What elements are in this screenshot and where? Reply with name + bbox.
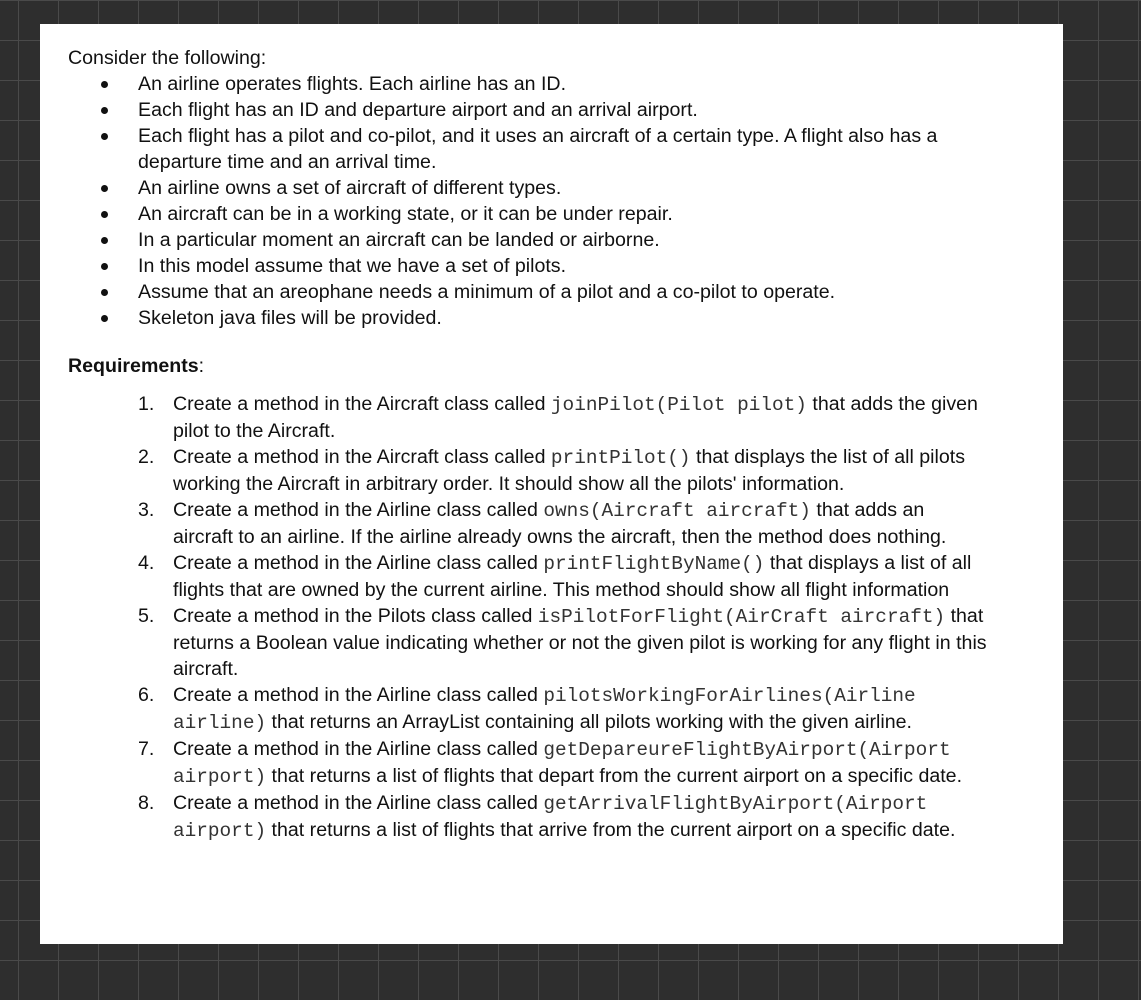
requirement-item — [68, 550, 988, 603]
bullet-item — [68, 71, 994, 97]
requirement-pre: Create a method in the Aircraft class called — [173, 393, 546, 415]
requirement-pre: Create a method in the Airline class called — [173, 684, 538, 706]
requirement-post: that adds an aircraft to an airline. If the airline already owns the aircraft, then the method does nothing. — [173, 499, 947, 548]
requirement-number: 5. — [138, 605, 155, 627]
requirement-pre: Create a method in the Airline class called — [173, 552, 538, 574]
requirement-pre: Create a method in the Airline class called — [173, 792, 538, 814]
requirement-code: owns(Aircraft aircraft) — [543, 500, 811, 522]
requirements-heading-colon: : — [198, 355, 205, 377]
requirement-pre: Create a method in the Pilots class called — [173, 605, 533, 627]
requirement-number: 4. — [138, 552, 155, 574]
requirement-number: 8. — [138, 792, 155, 814]
requirement-item — [68, 444, 988, 497]
requirement-post: that returns an ArrayList containing all pilots working with the given airline. — [271, 711, 912, 733]
bullet-dot-icon — [101, 185, 108, 192]
bullet-text: An airline owns a set of aircraft of different types. — [138, 177, 562, 199]
requirement-pre: Create a method in the Aircraft class called — [173, 446, 546, 468]
bullet-text: In this model assume that we have a set of pilots. — [138, 255, 567, 277]
requirements-heading — [68, 353, 1063, 379]
requirement-pre: Create a method in the Airline class called — [173, 738, 538, 760]
bullet-item — [68, 305, 994, 331]
bullet-text: In a particular moment an aircraft can be landed or airborne. — [138, 229, 660, 251]
bullet-text: An aircraft can be in a working state, or it can be under repair. — [138, 203, 673, 225]
bullet-text: Assume that an areophane needs a minimum of a pilot and a co-pilot to operate. — [138, 281, 836, 303]
bullet-item — [68, 175, 994, 201]
bullet-item — [68, 123, 994, 175]
requirement-number: 1. — [138, 393, 155, 415]
requirement-number: 7. — [138, 738, 155, 760]
bullet-list — [68, 71, 1063, 331]
bullet-text: Each flight has an ID and departure airport and an arrival airport. — [138, 99, 698, 121]
requirement-item — [68, 603, 988, 682]
requirement-post: that adds the given pilot to the Aircraft. — [173, 393, 978, 442]
requirement-code: getDepareureFlightByAirport(Airport airport) — [173, 739, 951, 788]
requirement-code: pilotsWorkingForAirlines(Airline airline) — [173, 685, 916, 734]
bullet-dot-icon — [101, 315, 108, 322]
requirement-code: isPilotForFlight(AirCraft aircraft) — [537, 606, 946, 628]
requirement-pre: Create a method in the Airline class called — [173, 499, 538, 521]
bullet-text: Skeleton java files will be provided. — [138, 307, 442, 329]
requirement-post: that displays a list of all flights that are owned by the current airline. This method should show all flight information — [173, 552, 972, 601]
requirement-code: joinPilot(Pilot pilot) — [550, 394, 807, 416]
requirement-number: 2. — [138, 446, 155, 468]
bullet-item — [68, 253, 994, 279]
requirement-post: that returns a list of flights that arrive from the current airport on a specific date. — [271, 819, 956, 841]
bullet-dot-icon — [101, 211, 108, 218]
requirement-item — [68, 736, 988, 790]
bullet-item — [68, 227, 994, 253]
bullet-dot-icon — [101, 107, 108, 114]
requirement-post: that returns a list of flights that depart from the current airport on a specific date. — [271, 765, 963, 787]
requirement-number: 3. — [138, 499, 155, 521]
requirement-post: that returns a Boolean value indicating whether or not the given pilot is working for any flight in this aircraft. — [173, 605, 987, 680]
bullet-item — [68, 201, 994, 227]
bullet-text: Each flight has a pilot and co-pilot, and it uses an aircraft of a certain type. A flight also has a departure time and an arrival time. — [138, 125, 938, 173]
document-page — [40, 24, 1063, 944]
requirement-code: printFlightByName() — [543, 553, 765, 575]
bullet-dot-icon — [101, 263, 108, 270]
requirement-item — [68, 682, 988, 736]
bullet-item — [68, 97, 994, 123]
requirements-list — [68, 391, 1063, 844]
bullet-dot-icon — [101, 133, 108, 140]
bullet-dot-icon — [101, 237, 108, 244]
requirement-code: printPilot() — [550, 447, 691, 469]
intro-text: Consider the following: — [68, 47, 267, 69]
bullet-dot-icon — [101, 289, 108, 296]
requirement-post: that displays the list of all pilots working the Aircraft in arbitrary order. It should show all the pilots' information. — [173, 446, 966, 495]
bullet-item — [68, 279, 994, 305]
requirement-code: getArrivalFlightByAirport(Airport airport) — [173, 793, 928, 842]
requirement-number: 6. — [138, 684, 155, 706]
requirements-heading-text: Requirements — [68, 355, 199, 377]
requirement-item — [68, 790, 988, 844]
bullet-text: An airline operates flights. Each airline has an ID. — [138, 73, 567, 95]
bullet-dot-icon — [101, 81, 108, 88]
requirement-item — [68, 497, 988, 550]
requirement-item — [68, 391, 988, 444]
